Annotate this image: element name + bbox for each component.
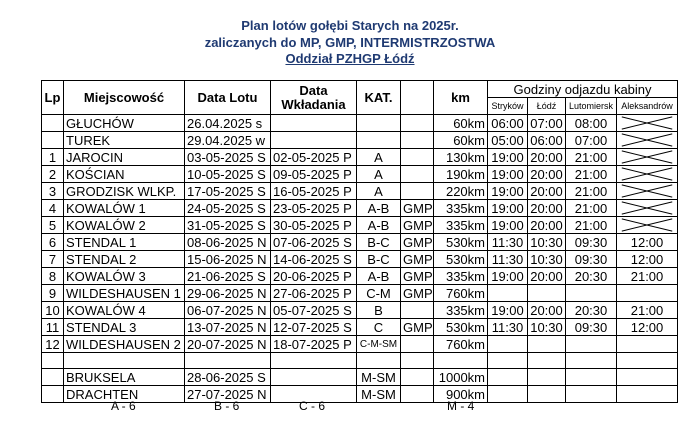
cell-aleksandrow-crossed (617, 132, 678, 149)
cell-data-lotu: 26.04.2025 s (185, 115, 271, 132)
table-row (42, 166, 678, 183)
header-lutomiersk: Lutomiersk (566, 98, 617, 115)
cell-gmp: GMP (401, 217, 434, 234)
cell-data-wkladania: 18-07-2025 P (271, 336, 357, 353)
cell-aleksandrow: 21:00 (617, 268, 678, 285)
cell-strykow: 19:00 (488, 166, 528, 183)
cell-lp: 2 (42, 166, 64, 183)
header-km: km (434, 81, 488, 115)
cell-data-wkladania (271, 353, 357, 369)
cell-data-lotu (185, 353, 271, 369)
cell-lutomiersk (566, 353, 617, 369)
cell-lutomiersk (566, 285, 617, 302)
cell-kat (357, 115, 401, 132)
cell-km: 190km (434, 166, 488, 183)
cell-place: WILDESHAUSEN 2 (64, 336, 185, 353)
footer-count-b: B - 6 (214, 399, 240, 413)
cell-strykow: 19:00 (488, 302, 528, 319)
table-row (42, 285, 678, 302)
cell-lp: 1 (42, 149, 64, 166)
cell-lutomiersk: 09:30 (566, 251, 617, 268)
cell-data-wkladania (271, 369, 357, 386)
cell-kat: M-SM (357, 386, 401, 403)
cell-aleksandrow (617, 336, 678, 353)
cell-gmp (401, 353, 434, 369)
cell-kat: A (357, 183, 401, 200)
table-row (42, 319, 678, 336)
cell-gmp (401, 183, 434, 200)
cell-lp (42, 132, 64, 149)
cell-km: 335km (434, 302, 488, 319)
cell-km: 335km (434, 217, 488, 234)
cell-data-lotu: 29-06-2025 N (185, 285, 271, 302)
cell-aleksandrow (617, 285, 678, 302)
cell-aleksandrow-crossed (617, 183, 678, 200)
cell-strykow: 19:00 (488, 200, 528, 217)
cell-data-wkladania: 16-05-2025 P (271, 183, 357, 200)
cell-lutomiersk (566, 369, 617, 386)
header-strykow: Stryków (488, 98, 528, 115)
cross-out-mark (617, 183, 677, 199)
cell-km: 220km (434, 183, 488, 200)
cell-kat: C-M (357, 285, 401, 302)
cell-data-lotu: 17-05-2025 S (185, 183, 271, 200)
cell-aleksandrow (617, 353, 678, 369)
cell-data-wkladania: 14-06-2025 S (271, 251, 357, 268)
cell-km: 335km (434, 268, 488, 285)
cell-kat: B (357, 302, 401, 319)
cell-gmp: GMP (401, 234, 434, 251)
cell-place: WILDESHAUSEN 1 (64, 285, 185, 302)
cell-lodz: 20:00 (528, 268, 566, 285)
cell-place: JAROCIN (64, 149, 185, 166)
cell-place: DRACHTEN (64, 386, 185, 403)
cell-km: 900km (434, 386, 488, 403)
cell-km: 1000km (434, 369, 488, 386)
cell-place: STENDAL 3 (64, 319, 185, 336)
table-row (42, 386, 678, 403)
cross-out-mark (617, 200, 677, 216)
cell-aleksandrow-crossed (617, 217, 678, 234)
cell-aleksandrow: 21:00 (617, 302, 678, 319)
cell-data-wkladania: 07-06-2025 S (271, 234, 357, 251)
footer-count-c: C - 6 (299, 399, 326, 413)
cell-strykow: 11:30 (488, 251, 528, 268)
cell-kat: C (357, 319, 401, 336)
cell-lodz (528, 369, 566, 386)
cell-kat: B-C (357, 234, 401, 251)
cell-data-lotu: 21-06-2025 S (185, 268, 271, 285)
cell-data-lotu: 28-06-2025 S (185, 369, 271, 386)
cell-lutomiersk: 21:00 (566, 183, 617, 200)
cell-lutomiersk: 21:00 (566, 166, 617, 183)
cell-lp (42, 369, 64, 386)
header-gmp (401, 81, 434, 115)
cell-strykow: 11:30 (488, 319, 528, 336)
cell-strykow: 19:00 (488, 183, 528, 200)
table-row (42, 302, 678, 319)
cell-lodz (528, 353, 566, 369)
cell-lodz: 20:00 (528, 149, 566, 166)
cell-gmp (401, 149, 434, 166)
cell-lodz: 10:30 (528, 319, 566, 336)
cell-lp: 12 (42, 336, 64, 353)
cell-data-lotu: 13-07-2025 N (185, 319, 271, 336)
cell-kat: B-C (357, 251, 401, 268)
cell-strykow: 11:30 (488, 234, 528, 251)
cell-km: 760km (434, 336, 488, 353)
cell-lp: 11 (42, 319, 64, 336)
cell-data-wkladania: 12-07-2025 S (271, 319, 357, 336)
cell-lutomiersk: 20:30 (566, 268, 617, 285)
cell-strykow (488, 285, 528, 302)
cell-lutomiersk (566, 386, 617, 403)
cell-data-lotu: 20-07-2025 N (185, 336, 271, 353)
cell-km: 530km (434, 251, 488, 268)
cell-data-wkladania: 20-06-2025 P (271, 268, 357, 285)
table-row (42, 336, 678, 353)
cell-lodz: 07:00 (528, 115, 566, 132)
schedule-rows (42, 115, 678, 403)
table-row (42, 234, 678, 251)
cell-place: BRUKSELA (64, 369, 185, 386)
cell-lodz: 20:00 (528, 166, 566, 183)
cell-gmp (401, 336, 434, 353)
cell-lodz: 20:00 (528, 302, 566, 319)
title-line-3: Oddział PZHGP Łódź (285, 51, 415, 66)
title-line-2: zaliczanych do MP, GMP, INTERMISTRZOSTWA (204, 35, 496, 50)
header-godziny-odjazdu: Godziny odjazdu kabiny (488, 81, 678, 98)
cell-strykow: 19:00 (488, 217, 528, 234)
cell-lutomiersk: 21:00 (566, 200, 617, 217)
cell-kat: C-M-SM (357, 336, 401, 353)
cell-lp: 3 (42, 183, 64, 200)
cell-data-wkladania: 05-07-2025 S (271, 302, 357, 319)
cell-gmp: GMP (401, 200, 434, 217)
flight-schedule-table (41, 80, 678, 403)
header-data-lotu: Data Lotu (185, 81, 271, 115)
header-miejscowosc: Miejscowość (64, 81, 185, 115)
cell-place: KOWALÓW 3 (64, 268, 185, 285)
cell-lutomiersk: 08:00 (566, 115, 617, 132)
cell-km (434, 353, 488, 369)
cell-lp (42, 353, 64, 369)
cell-lp: 8 (42, 268, 64, 285)
cell-aleksandrow (617, 369, 678, 386)
cell-strykow (488, 353, 528, 369)
cell-data-lotu: 06-07-2025 N (185, 302, 271, 319)
cell-aleksandrow: 12:00 (617, 251, 678, 268)
cell-kat (357, 353, 401, 369)
cell-aleksandrow-crossed (617, 115, 678, 132)
spacer-row (42, 353, 678, 369)
cell-km: 335km (434, 200, 488, 217)
cell-data-wkladania: 02-05-2025 P (271, 149, 357, 166)
cell-lp: 4 (42, 200, 64, 217)
table-row (42, 251, 678, 268)
cell-data-lotu: 15-06-2025 N (185, 251, 271, 268)
cell-lodz (528, 285, 566, 302)
header-lodz: Łódź (528, 98, 566, 115)
table-row (42, 268, 678, 285)
cell-lodz (528, 386, 566, 403)
cell-lp: 7 (42, 251, 64, 268)
cell-place: KOWALÓW 2 (64, 217, 185, 234)
cross-out-mark (617, 217, 677, 233)
cell-km: 60km (434, 132, 488, 149)
cell-place: KOWALÓW 4 (64, 302, 185, 319)
cell-gmp (401, 166, 434, 183)
cell-data-wkladania: 23-05-2025 P (271, 200, 357, 217)
cell-km: 760km (434, 285, 488, 302)
cell-kat: A-B (357, 200, 401, 217)
cell-strykow (488, 369, 528, 386)
cell-lp (42, 115, 64, 132)
cross-out-mark (617, 166, 677, 182)
cell-lutomiersk (566, 336, 617, 353)
cell-km: 130km (434, 149, 488, 166)
cell-aleksandrow: 12:00 (617, 234, 678, 251)
cell-data-lotu: 27-07-2025 N (185, 386, 271, 403)
header-data-wkladania: Data Wkładania (271, 81, 357, 115)
table-row (42, 369, 678, 386)
cell-lodz (528, 336, 566, 353)
cell-data-wkladania: 27-06-2025 P (271, 285, 357, 302)
cell-place: KOŚCIAN (64, 166, 185, 183)
cell-strykow (488, 336, 528, 353)
cell-lodz: 10:30 (528, 251, 566, 268)
header-aleksandrow: Aleksandrów (617, 98, 678, 115)
cell-strykow: 19:00 (488, 149, 528, 166)
cell-data-lotu: 03-05-2025 S (185, 149, 271, 166)
cell-gmp (401, 369, 434, 386)
cell-aleksandrow-crossed (617, 149, 678, 166)
table-row (42, 115, 678, 132)
cell-place: STENDAL 1 (64, 234, 185, 251)
cell-strykow: 19:00 (488, 268, 528, 285)
table-row (42, 217, 678, 234)
cell-aleksandrow (617, 386, 678, 403)
cell-lodz: 20:00 (528, 200, 566, 217)
cell-gmp (401, 115, 434, 132)
table-row (42, 183, 678, 200)
cell-place: TUREK (64, 132, 185, 149)
cell-km: 530km (434, 234, 488, 251)
title-line-1: Plan lotów gołębi Starych na 2025r. (241, 18, 459, 33)
cell-data-wkladania: 30-05-2025 P (271, 217, 357, 234)
cell-lp: 5 (42, 217, 64, 234)
cell-place: STENDAL 2 (64, 251, 185, 268)
cross-out-mark (617, 115, 677, 131)
cell-data-lotu: 08-06-2025 N (185, 234, 271, 251)
table-row (42, 149, 678, 166)
cell-strykow: 05:00 (488, 132, 528, 149)
header-kat: KAT. (357, 81, 401, 115)
cell-km: 60km (434, 115, 488, 132)
cell-lp: 6 (42, 234, 64, 251)
cell-lodz: 20:00 (528, 183, 566, 200)
cell-strykow: 06:00 (488, 115, 528, 132)
cell-data-lotu: 24-05-2025 S (185, 200, 271, 217)
cell-km: 530km (434, 319, 488, 336)
cell-data-wkladania (271, 132, 357, 149)
cell-lutomiersk: 09:30 (566, 234, 617, 251)
cell-kat: A-B (357, 217, 401, 234)
footer-count-a: A - 6 (111, 399, 136, 413)
cell-data-wkladania (271, 115, 357, 132)
cell-lp: 9 (42, 285, 64, 302)
cell-gmp: GMP (401, 285, 434, 302)
cell-lutomiersk: 21:00 (566, 149, 617, 166)
cell-place: GRODZISK WLKP. (64, 183, 185, 200)
cell-gmp (401, 302, 434, 319)
table-row (42, 200, 678, 217)
cell-gmp (401, 386, 434, 403)
cell-lp: 10 (42, 302, 64, 319)
cell-strykow (488, 386, 528, 403)
cell-kat: A (357, 166, 401, 183)
cell-kat: A-B (357, 268, 401, 285)
cell-data-lotu: 10-05-2025 S (185, 166, 271, 183)
table-row (42, 132, 678, 149)
cell-data-lotu: 29.04.2025 w (185, 132, 271, 149)
footer-count-m: M - 4 (447, 399, 475, 413)
cell-gmp: GMP (401, 319, 434, 336)
cell-data-wkladania: 09-05-2025 P (271, 166, 357, 183)
cross-out-mark (617, 149, 677, 165)
cell-kat: M-SM (357, 369, 401, 386)
cell-gmp: GMP (401, 268, 434, 285)
cell-lutomiersk: 20:30 (566, 302, 617, 319)
cell-place: GŁUCHÓW (64, 115, 185, 132)
cell-place: KOWALÓW 1 (64, 200, 185, 217)
cell-aleksandrow-crossed (617, 200, 678, 217)
cell-aleksandrow: 12:00 (617, 319, 678, 336)
cell-place (64, 353, 185, 369)
cross-out-mark (617, 132, 677, 148)
header-lp: Lp (42, 81, 64, 115)
cell-lodz: 20:00 (528, 217, 566, 234)
cell-lutomiersk: 21:00 (566, 217, 617, 234)
cell-gmp: GMP (401, 251, 434, 268)
cell-gmp (401, 132, 434, 149)
cell-lp (42, 386, 64, 403)
cell-data-lotu: 31-05-2025 S (185, 217, 271, 234)
cell-lutomiersk: 07:00 (566, 132, 617, 149)
cell-kat (357, 132, 401, 149)
cell-lutomiersk: 09:30 (566, 319, 617, 336)
cell-aleksandrow-crossed (617, 166, 678, 183)
cell-lodz: 06:00 (528, 132, 566, 149)
cell-lodz: 10:30 (528, 234, 566, 251)
cell-kat: A (357, 149, 401, 166)
